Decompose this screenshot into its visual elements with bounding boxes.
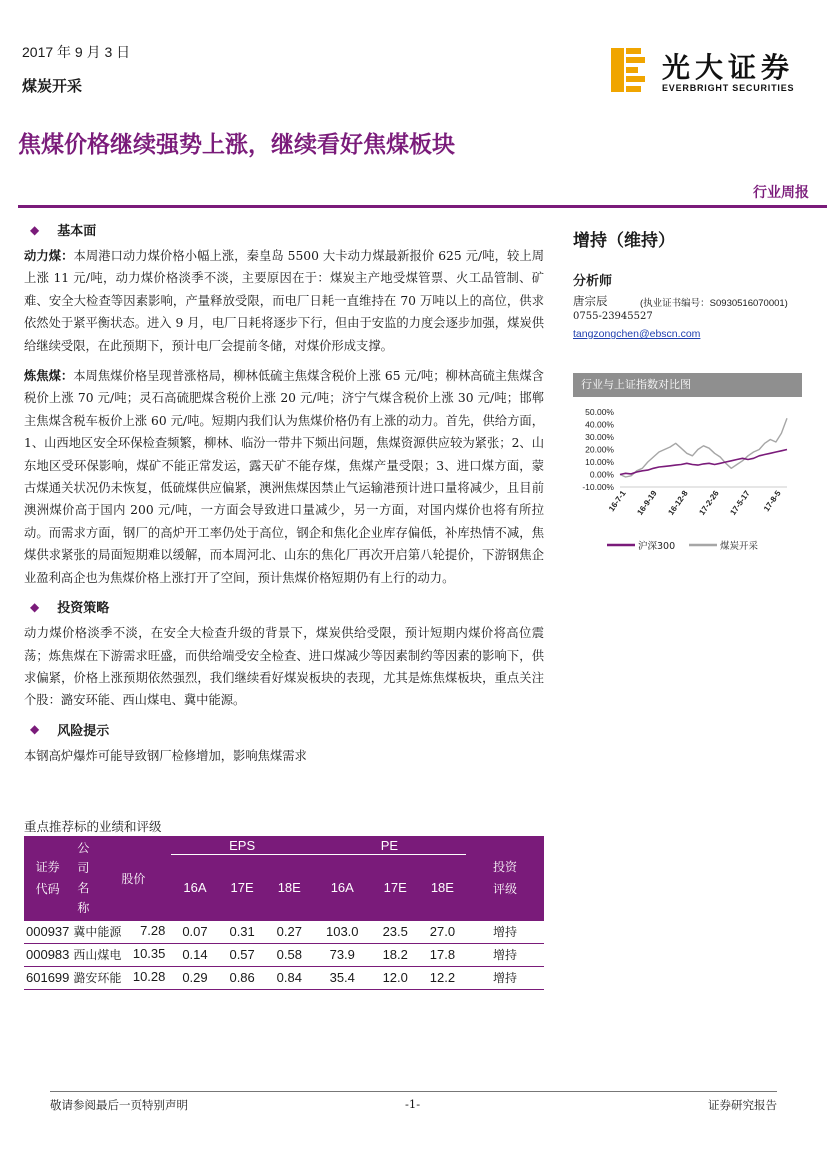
paragraph-strategy: 动力煤价格淡季不淡，在安全大检查升级的背景下，煤炭供给受限，预计短期内煤价将高位震荡；炼焦煤在下游需求旺盛，而供给端受安全检查、进口煤减少等因素制约等因素的影响下，供求偏紧，价格上涨预期依然强烈，我们继续看好煤炭板块的表现，尤其是炼焦煤板块，重点关注个股：潞安环能、西山煤电、冀中能源。 (24, 626, 544, 708)
diamond-bullet-icon: ◆ (30, 599, 40, 614)
y-tick-label: -10.00% (582, 482, 614, 492)
header-pe-year: 16A (313, 855, 372, 921)
text-thermal-coal: 本周港口动力煤价格小幅上涨，秦皇岛 5500 大卡动力煤最新报价 625 元/吨，较上周上涨 11 元/吨，动力煤价格淡季不淡，主要原因在于：煤炭主产地受煤管票、火工品管制、矿难、安全大检查等因素影响，产量释放受限，而电厂日耗一直维持在 70 万吨以上的高位，供求依然处于紧平衡状态。进入 9 月，电厂日耗将逐步下行，但由于安监的力度会逐步加强，煤炭供给继续受限，在此预期下，预计电厂会提前冬储，对煤价形成支撑。 (24, 249, 544, 353)
cell-pe: 73.9 (313, 943, 372, 966)
table-title: 重点推荐标的业绩和评级 (24, 819, 162, 834)
cell-pe: 12.2 (419, 966, 466, 989)
cell-eps: 0.57 (219, 943, 266, 966)
cell-price: 10.35 (132, 946, 166, 961)
y-tick-label: 30.00% (585, 432, 614, 442)
cell-eps: 0.29 (171, 966, 218, 989)
recommended-stocks-table (24, 836, 544, 990)
analyst-heading: 分析师 (573, 273, 613, 288)
header-divider (18, 205, 827, 208)
x-tick-label: 17-8-5 (762, 488, 783, 514)
series-line (620, 418, 787, 477)
cell-pe: 18.2 (372, 943, 419, 966)
diamond-bullet-icon: ◆ (30, 222, 40, 237)
cell-name: 西山煤电 10.35 (71, 943, 171, 966)
cell-pe: 35.4 (313, 966, 372, 989)
header-eps-year: 18E (266, 855, 313, 921)
header-price: 股价 (95, 836, 171, 921)
cell-rating: 增持 (466, 966, 544, 989)
cell-pe: 12.0 (372, 966, 419, 989)
cell-pe: 103.0 (313, 921, 372, 944)
main-content (24, 214, 544, 775)
y-tick-label: 20.00% (585, 444, 614, 455)
header-eps-year: 16A (171, 855, 218, 921)
cell-code: 000937 (24, 921, 71, 944)
cell-name: 潞安环能 10.28 (71, 966, 171, 989)
cell-name: 冀中能源 7.28 (71, 921, 171, 944)
header-code: 证券代码 (24, 836, 71, 921)
diamond-bullet-icon: ◆ (30, 722, 40, 737)
x-tick-label: 16-12-8 (666, 488, 690, 517)
header-company: 公司名称 (71, 836, 95, 921)
cell-pe: 23.5 (372, 921, 419, 944)
x-tick-label: 16-7-1 (607, 488, 628, 514)
analyst-phone: 0755-23945527 (573, 311, 653, 322)
header-pe-year: 17E (372, 855, 419, 921)
cell-price: 10.28 (132, 969, 166, 984)
paragraph-coking-coal (24, 365, 544, 589)
y-tick-label: 40.00% (585, 419, 614, 430)
header-rating: 投资评级 (466, 836, 544, 921)
cell-eps: 0.84 (266, 966, 313, 989)
report-date: 2017 年 9 月 3 日 (22, 44, 131, 60)
footer-disclaimer: 敬请参阅最后一页特别声明 (50, 1098, 188, 1112)
cell-pe: 27.0 (419, 921, 466, 944)
table-row (24, 943, 544, 966)
header-eps: EPS (171, 836, 312, 855)
legend-label: 沪深300 (638, 541, 676, 552)
y-tick-label: 0.00% (589, 469, 614, 480)
cell-eps: 0.07 (171, 921, 218, 944)
cell-rating: 增持 (466, 921, 544, 944)
rating: 增持（维持） (573, 231, 675, 250)
analyst-email-link[interactable]: tangzongchen@ebscn.com (573, 328, 701, 340)
logo-chinese-name: 光大证券 (662, 52, 795, 83)
footer-report-label: 证券研究报告 (708, 1098, 777, 1112)
table-row (24, 921, 544, 944)
text-coking-coal: 本周焦煤价格呈现普涨格局，柳林低硫主焦煤含税价上涨 65 元/吨；柳林高硫主焦煤含税价上涨 70 元/吨；灵石高硫肥煤含税价上涨 20 元/吨；济宁气煤含税价上涨 30 元/吨；邯郸主焦煤含税车板价上涨 60 元/吨。短期内我们认为焦煤价格仍有上涨的动力。首先，供给方面，1、山西地区安全环保检查频繁，柳林、临汾一带井下频出问题，焦煤资源供应较为紧张；2、山东地区受环保影响，煤矿不能正常发运，露天矿不能存煤，焦煤产量受限；3、进口煤方面，蒙古煤通关状况仍未恢复，低硫煤供应偏紧，澳洲焦煤因禁止气运输港预计进口量将减少，且目前澳洲煤价高于国内 200 元/吨，一方面会导致进口量减少，另一方面，对国内煤价也将有所拉动。而需求方面，钢厂的高炉开工率仍处于高位，钢企和焦化企业库存偏低，补库热情不减，焦煤供求紧张的局面短期难以缓解，而本周河北、山东的焦化厂再次开启第八轮提价，下游钢焦企业盈利高企也为焦煤价格上涨打开了空间，预计焦煤价格短期仍有上行的动力。 (24, 369, 544, 585)
cell-eps: 0.14 (171, 943, 218, 966)
x-tick-label: 17-2-26 (697, 488, 721, 517)
label-thermal-coal: 动力煤： (24, 248, 74, 263)
logo-english-name: EVERBRIGHT SECURITIES (662, 83, 795, 93)
index-comparison-chart (573, 400, 802, 560)
paragraph-thermal-coal (24, 245, 544, 357)
x-tick-label: 16-9-19 (635, 488, 659, 517)
cell-price: 7.28 (140, 923, 166, 938)
section-heading-strategy: ◆ 投资策略 (30, 599, 110, 617)
header-eps-year: 17E (219, 855, 266, 921)
report-type: 行业周报 (753, 184, 809, 200)
cell-eps: 0.27 (266, 921, 313, 944)
chart-heading: 行业与上证指数对比图 (573, 373, 802, 397)
header-pe-year: 18E (419, 855, 466, 921)
cell-code: 601699 (24, 966, 71, 989)
table-row (24, 966, 544, 989)
cell-code: 000983 (24, 943, 71, 966)
section-heading-risk: ◆ 风险提示 (30, 722, 110, 739)
cell-rating: 增持 (466, 943, 544, 966)
paragraph-risk: 本钢高炉爆炸可能导致钢厂检修增加，影响焦煤需求 (24, 748, 307, 763)
y-tick-label: 10.00% (585, 457, 614, 467)
analyst-name: 唐宗辰 (573, 296, 608, 308)
y-tick-label: 50.00% (585, 407, 614, 417)
header-pe: PE (313, 836, 466, 855)
everbright-logo-icon (611, 48, 647, 92)
section-heading-fundamentals: ◆ 基本面 (30, 222, 97, 239)
label-coking-coal: 炼焦煤： (24, 368, 74, 384)
cell-eps: 0.31 (219, 921, 266, 944)
sector-name: 煤炭开采 (22, 78, 83, 95)
footer-divider (50, 1091, 777, 1092)
page-number: -1- (405, 1097, 421, 1111)
report-title: 焦煤价格继续强势上涨，继续看好焦煤板块 (18, 131, 455, 157)
x-tick-label: 17-5-17 (728, 488, 752, 517)
cell-eps: 0.58 (266, 943, 313, 966)
legend-label: 煤炭开采 (720, 541, 759, 552)
series-line (620, 450, 787, 475)
cell-eps: 0.86 (219, 966, 266, 989)
cell-pe: 17.8 (419, 943, 466, 966)
analyst-certificate: (执业证书编号：S0930516070001) (640, 298, 788, 309)
